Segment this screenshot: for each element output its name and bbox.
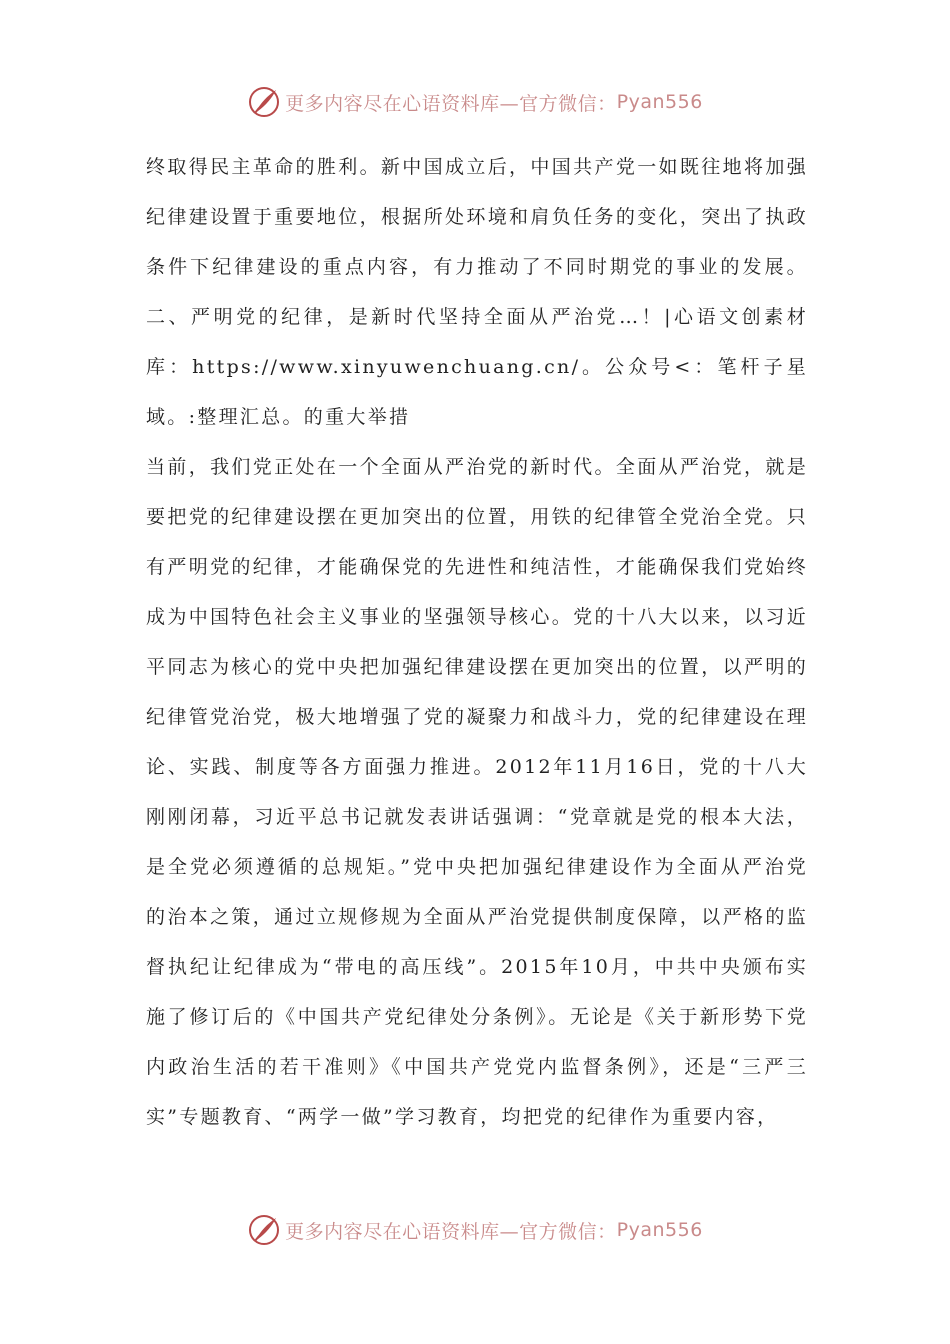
footer-banner — [0, 1210, 950, 1250]
banner-text: 更多内容尽在心语资料库—官方微信： — [285, 1220, 617, 1243]
document-body — [146, 142, 808, 1142]
paragraph-2: 当前，我们党正处在一个全面从严治党的新时代。全面从严治党，就是要把党的纪律建设摆在更加突出的位置，用铁的纪律管全党治全党。只有严明党的纪律，才能确保党的先进性和纯洁性，才能确保我们党始终成为中国特色社会主义事业的坚强领导核心。党的十八大以来，以习近平同志为核心的党中央把加强纪律建设摆在更加突出的位置，以严明的纪律管党治党，极大地增强了党的凝聚力和战斗力，党的纪律建设在理论、实践、制度等各方面强力推进。2012年11月16日，党的十八大刚刚闭幕，习近平总书记就发表讲话强调：“党章就是党的根本大法，是全党必须遵循的总规矩。”党中央把加强纪律建设作为全面从严治党的治本之策，通过立规修规为全面从严治党提供制度保障，以严格的监督执纪让纪律成为“带电的高压线”。2015年10月，中共中央颁布实施了修订后的《中国共产党纪律处分条例》。无论是《关于新形势下党内政治生活的若干准则》《中国共产党党内监督条例》，还是“三严三实”专题教育、“两学一做”学习教育，均把党的纪律作为重要内容， — [146, 456, 808, 1128]
banner-wechat-handle: Pyan556 — [616, 91, 703, 113]
banner-text: 更多内容尽在心语资料库—官方微信： — [285, 92, 617, 115]
banner-wechat-handle: Pyan556 — [616, 1219, 703, 1241]
paragraph-1: 终取得民主革命的胜利。新中国成立后，中国共产党一如既往地将加强纪律建设置于重要地位，根据所处环境和肩负任务的变化，突出了执政条件下纪律建设的重点内容，有力推动了不同时期党的事业的发展。二、严明党的纪律，是新时代坚持全面从严治党…！|心语文创素材库：https://www.xinyuwenchuang.cn/。公众号<：笔杆子星域。:整理汇总。的重大举措 — [146, 156, 808, 428]
quill-pen-logo-icon — [247, 85, 281, 119]
quill-pen-logo-icon — [247, 1213, 281, 1247]
header-banner — [0, 82, 950, 122]
